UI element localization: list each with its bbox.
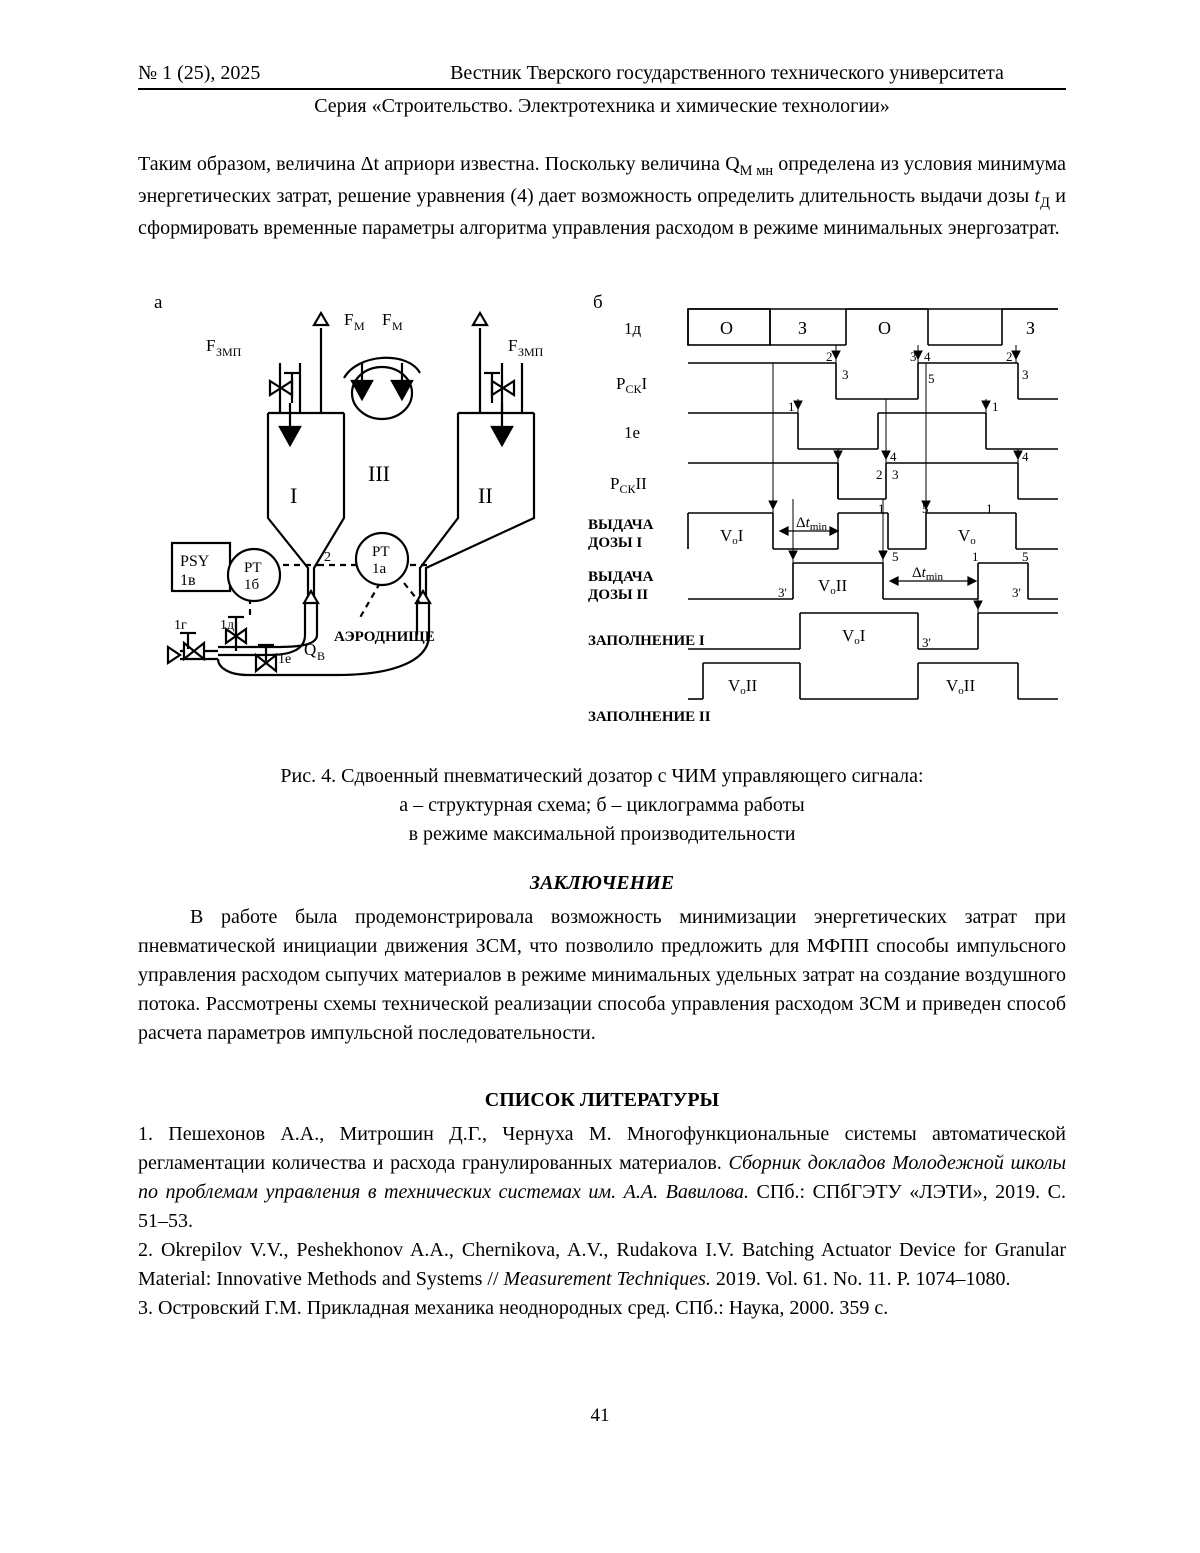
reference-item [138,1236,1066,1294]
figure-part-b-label: б [593,292,603,313]
num-1-c: 1 [878,501,885,516]
conclusion-text: В работе была продемонстрировала возможность минимизации энергетических затрат при пневматической инициации движения ЗСМ, что позволило предложить для МФПП способы импульсного управления расходом сыпучих материалов в режиме минимальных удельных затрат на создание воздушного потока. Рассмотрены схемы технической реализации способа управления расходом ЗСМ и приведен способ расчета параметров импульсной последовательности. [138,906,1066,1044]
num-4-b: 4 [890,449,897,464]
vessel-I-label: I [290,483,298,508]
psy-label: PSY [180,553,210,570]
cyclo-row-vydacha2b: ДОЗЫ II [588,587,649,603]
figure-part-a-label: а [154,292,163,313]
fzmp-left-label: F [206,336,216,355]
fzmp-right-sub: ЗМП [518,345,544,359]
ref2-plain1: 2. Okrepilov V.V., Peshekhonov A.A., Chernikova, A.V., Rudakova I.V. Batching Actuator Device for Granular Material: Innovative Methods and Systems // [138,1239,1066,1290]
ref1-plain2: СПб.: СПбГЭТУ «ЛЭТИ», 2019. С. 51–53. [138,1181,1067,1232]
pt-1b-label: PT [244,560,262,576]
psy-tag: 1в [180,572,196,589]
para1-part1: Таким образом, величина Δt априори известна. Поскольку величина Q [138,153,740,175]
figure-caption-line3: в режиме максимальной производительности [408,823,796,845]
num-3-c: 3 [1022,367,1029,382]
label-dtmin-2: $\Delta t_{min}$ [912,565,943,583]
pt-1a-label: PT [372,544,390,560]
ref3-plain1: 3. Островский Г.М. Прикладная механика неоднородных сред. СПб.: Наука, 2000. 359 с. [138,1297,889,1319]
ref2-plain2: 2019. Vol. 61. No. 11. P. 1074–1080. [710,1268,1011,1290]
fzmp-right-label: F [508,336,518,355]
num-2-c: 2 [876,467,883,482]
label-voI-2: VoI [842,626,866,647]
figure-caption [138,762,1066,849]
figure-caption-line1: Рис. 4. Сдвоенный пневматический дозатор с ЧИМ управляющего сигнала: [280,765,924,787]
ref2-italic: Measurement Techniques. [503,1268,711,1290]
aerodnishche-label: АЭРОДНИЩЕ [334,629,435,645]
para1-part3: и сформировать временные параметры алгоритма управления расходом в режиме минимальных энергозатрат. [138,184,1066,239]
label-voII-3: VoII [946,676,976,697]
label-O-2: О [878,318,891,338]
header-series: Серия «Строительство. Электротехника и химические технологии» [314,95,890,117]
intro-paragraph [138,150,1066,243]
vessel-II-label: II [478,483,493,508]
figure-4 [138,283,1066,743]
conclusion-paragraph [138,903,1066,1048]
qv-sub: В [317,649,326,663]
para1-part2: определена из условия минимума энергетических затрат, решение уравнения (4) дает возможность определить длительность выдачи дозы [138,153,1066,207]
pt-1a-tag: 1а [372,561,387,577]
references-list [138,1120,1066,1323]
para1-var-t: t [1034,184,1041,207]
ref1-plain1: 1. Пешехонов А.А., Митрошин Д.Г., Чернуха М. Многофункциональные системы автоматической регламентации количества и расхода гранулированных материалов. [138,1123,1066,1174]
references-heading: СПИСОК ЛИТЕРАТУРЫ [484,1089,720,1111]
chamber-III-label: III [368,461,390,486]
header-journal-title: Вестник Тверского государственного технического университета [450,62,1004,84]
cyclo-row-vydacha1b: ДОЗЫ I [588,535,643,551]
cyclo-row-1d: 1д [624,319,642,338]
num-3p-b: 3' [1012,585,1021,600]
num-1-d: 1 [972,549,979,564]
label-vo-2: Vo [958,526,976,547]
label-voII-2: VoII [728,676,758,697]
cyclo-row-pck1: $P_{СК}I$ [616,374,648,396]
reference-item [138,1294,1066,1323]
num-3-b: 3 [910,349,917,364]
cyclogram-diagram [588,301,1068,731]
num-1-e: 1 [986,501,993,516]
num-4-a: 4 [924,349,931,364]
header-issue: № 1 (25), 2025 [138,62,261,84]
num-5-d: 5 [1022,549,1029,564]
cyclo-row-zapolnenie2: ЗАПОЛНЕНИЕ II [588,709,711,725]
num-3p-c: 3' [922,635,931,650]
num-4-c: 4 [1022,449,1029,464]
num-1-b: 1 [992,399,999,414]
label-Z-1: З [798,318,808,338]
num-3p-a: 3' [778,585,787,600]
pt-1b-tag: 1б [244,577,260,593]
para1-sub1: М мн [739,163,774,179]
num-3-a: 3 [842,367,849,382]
page-header [138,62,1066,118]
qv-label: Q [304,640,317,659]
reference-item [138,1120,1066,1236]
page-number: 41 [590,1405,610,1426]
num-3-d: 3 [892,467,899,482]
cyclo-row-1e: 1е [624,423,641,442]
para1-sub2: Д [1040,194,1050,211]
figure-caption-line2: а – структурная схема; б – циклограмма работы [399,794,805,816]
structural-scheme-diagram [158,303,578,703]
label-dtmin-1: $\Delta t_{min}$ [796,515,827,533]
num-2-b: 2 [1006,349,1013,364]
fm-right-label: F [382,310,392,329]
cyclo-row-vydacha1a: ВЫДАЧА [588,517,654,533]
tag-1d: 1д [220,618,235,633]
label-voI-1: VoI [720,526,744,547]
num-5-a: 5 [928,371,935,386]
ref1-italic: Сборник докладов Молодежной школы по проблемам управления в технических системах им. А.А. Вавилова. [138,1152,1066,1203]
cyclo-row-zapolnenie1: ЗАПОЛНЕНИЕ I [588,633,705,649]
num-5-b: 5 [922,501,929,516]
label-O-1: О [720,318,733,338]
fzmp-left-sub: ЗМП [216,345,242,359]
num-2-a: 2 [826,349,833,364]
num-1-a: 1 [788,399,795,414]
cyclogram-svg [588,301,1068,733]
scheme-svg [158,303,578,703]
num-5-c: 5 [892,549,899,564]
tag-2: 2 [324,550,331,565]
fm-right-sub: М [392,319,403,333]
tag-1e: 1е [278,652,292,667]
fm-left-label: F [344,310,354,329]
header-divider [138,88,1066,90]
cyclo-row-pck2: $P_{СК}II$ [610,474,647,496]
tag-1g: 1г [174,618,187,633]
label-voII-1: VoII [818,576,848,597]
fm-left-sub: М [354,319,365,333]
cyclo-row-vydacha2a: ВЫДАЧА [588,569,654,585]
label-Z-2: З [1026,318,1036,338]
conclusion-heading: ЗАКЛЮЧЕНИЕ [529,872,675,894]
